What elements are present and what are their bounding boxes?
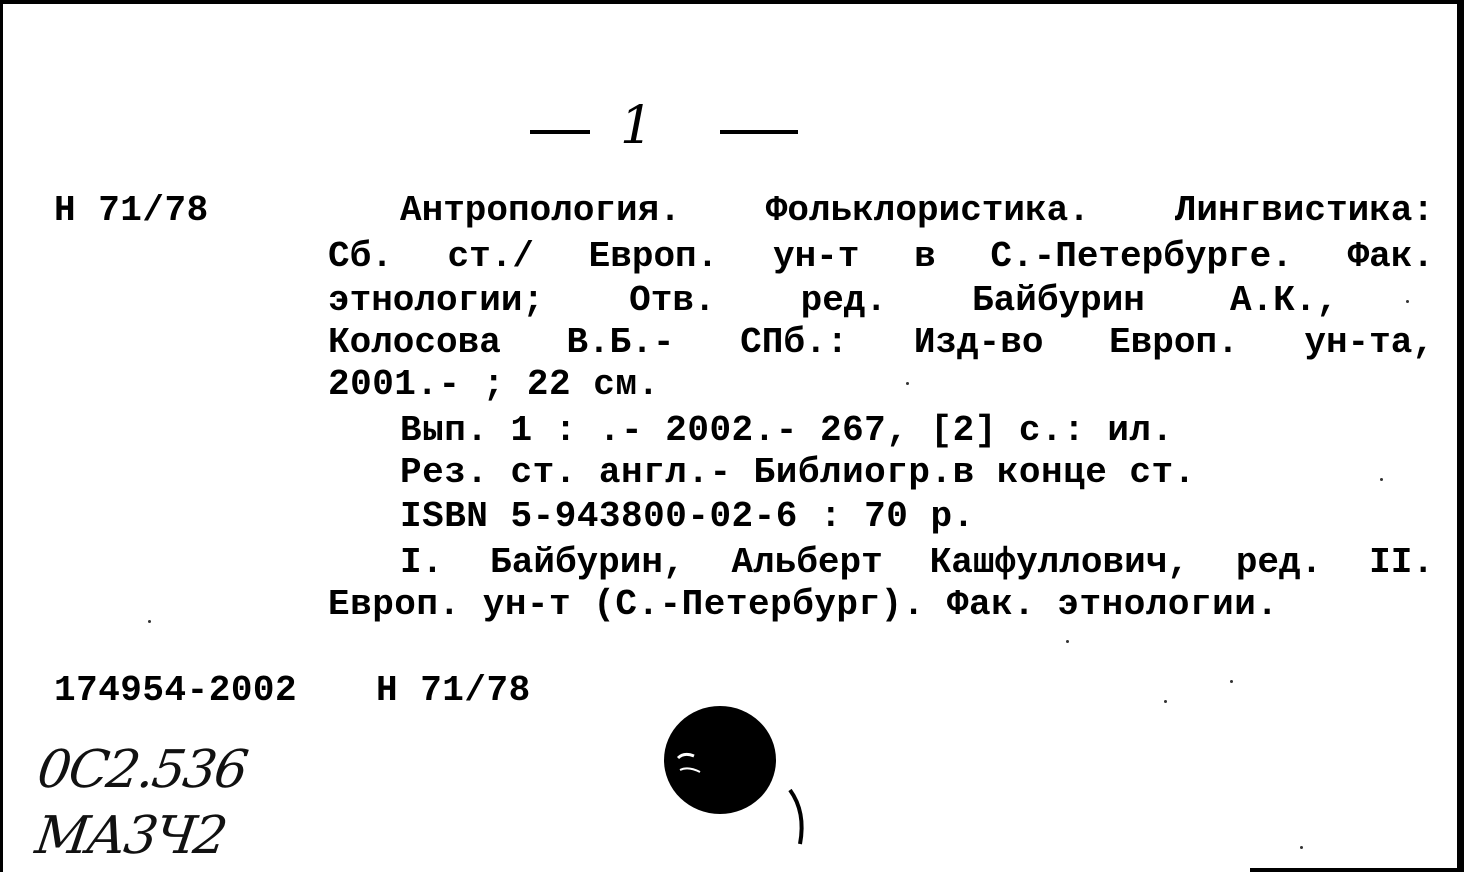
- body-word: Сб.: [328, 236, 393, 277]
- body-word: С.-Петербурге.: [990, 236, 1293, 277]
- body-word: ун-т: [772, 236, 860, 277]
- page-number-dash-left: [530, 130, 590, 134]
- body-word: этнологии;: [328, 280, 545, 321]
- body-word: Европ.: [1109, 322, 1239, 363]
- handwritten-classification: 0С2.536: [33, 740, 250, 800]
- card-border-top: [0, 0, 1464, 4]
- scan-speck: [906, 382, 909, 385]
- body-word: Фольклористика.: [765, 190, 1090, 231]
- body-line-1: [400, 190, 1434, 232]
- card-border-left: [0, 0, 3, 872]
- handwritten-author-mark: МА3Ч2: [31, 806, 230, 866]
- body-word: Колосова: [328, 322, 501, 363]
- body-word: в: [914, 236, 936, 277]
- body-word: ун-та,: [1304, 322, 1434, 363]
- body-word: Байбурин,: [490, 542, 685, 583]
- scan-speck: [1230, 680, 1233, 683]
- page-number: 1: [620, 96, 654, 156]
- body-word: Антропология.: [400, 190, 681, 231]
- body-word: Фак.: [1347, 236, 1434, 277]
- card-border-bottom: [1250, 868, 1464, 872]
- body-word: ред.: [800, 280, 888, 321]
- punch-hole-blot: [660, 700, 820, 850]
- body-line-3: [328, 280, 1338, 322]
- body-line-2: [328, 236, 1434, 278]
- body-word: I.: [400, 542, 444, 583]
- body-word: Европ.: [588, 236, 719, 277]
- inventory-number: 174954-2002: [54, 670, 298, 711]
- body-word: ред.: [1235, 542, 1323, 583]
- scan-speck: [1406, 300, 1409, 303]
- body-word: Отв.: [629, 280, 716, 321]
- body-line-7: Рез. ст. англ.- Библиогр.в конце ст.: [400, 452, 1196, 493]
- scan-speck: [1066, 640, 1069, 643]
- body-word: II.: [1369, 542, 1434, 583]
- scan-speck: [1164, 700, 1167, 703]
- body-word: Лингвистика:: [1174, 190, 1434, 231]
- body-word: Альберт: [731, 542, 883, 583]
- body-line-10: Европ. ун-т (С.-Петербург). Фак. этнологии.: [328, 584, 1279, 625]
- body-line-6: Вып. 1 : .- 2002.- 267, [2] с.: ил.: [400, 410, 1174, 451]
- page-number-dash-right: [720, 130, 798, 134]
- shelf-mark-top: Н 71/78: [54, 190, 209, 231]
- body-word: В.Б.-: [566, 322, 675, 363]
- body-word: Изд-во: [913, 322, 1044, 363]
- body-word: А.К.,: [1229, 280, 1338, 321]
- isbn-line: ISBN 5-943800-02-6 : 70 р.: [400, 496, 975, 537]
- body-word: ст./: [447, 236, 534, 277]
- body-line-5: 2001.- ; 22 см.: [328, 364, 660, 405]
- body-word: СПб.:: [740, 322, 849, 363]
- body-word: Кашфуллович,: [929, 542, 1189, 583]
- scan-speck: [1380, 478, 1383, 481]
- shelf-mark-bottom: Н 71/78: [376, 670, 531, 711]
- scan-speck: [1300, 846, 1303, 849]
- scan-speck: [148, 620, 151, 623]
- body-line-9: [400, 542, 1434, 584]
- card-border-right: [1457, 0, 1464, 872]
- body-word: Байбурин: [972, 280, 1145, 321]
- body-line-4: [328, 322, 1434, 364]
